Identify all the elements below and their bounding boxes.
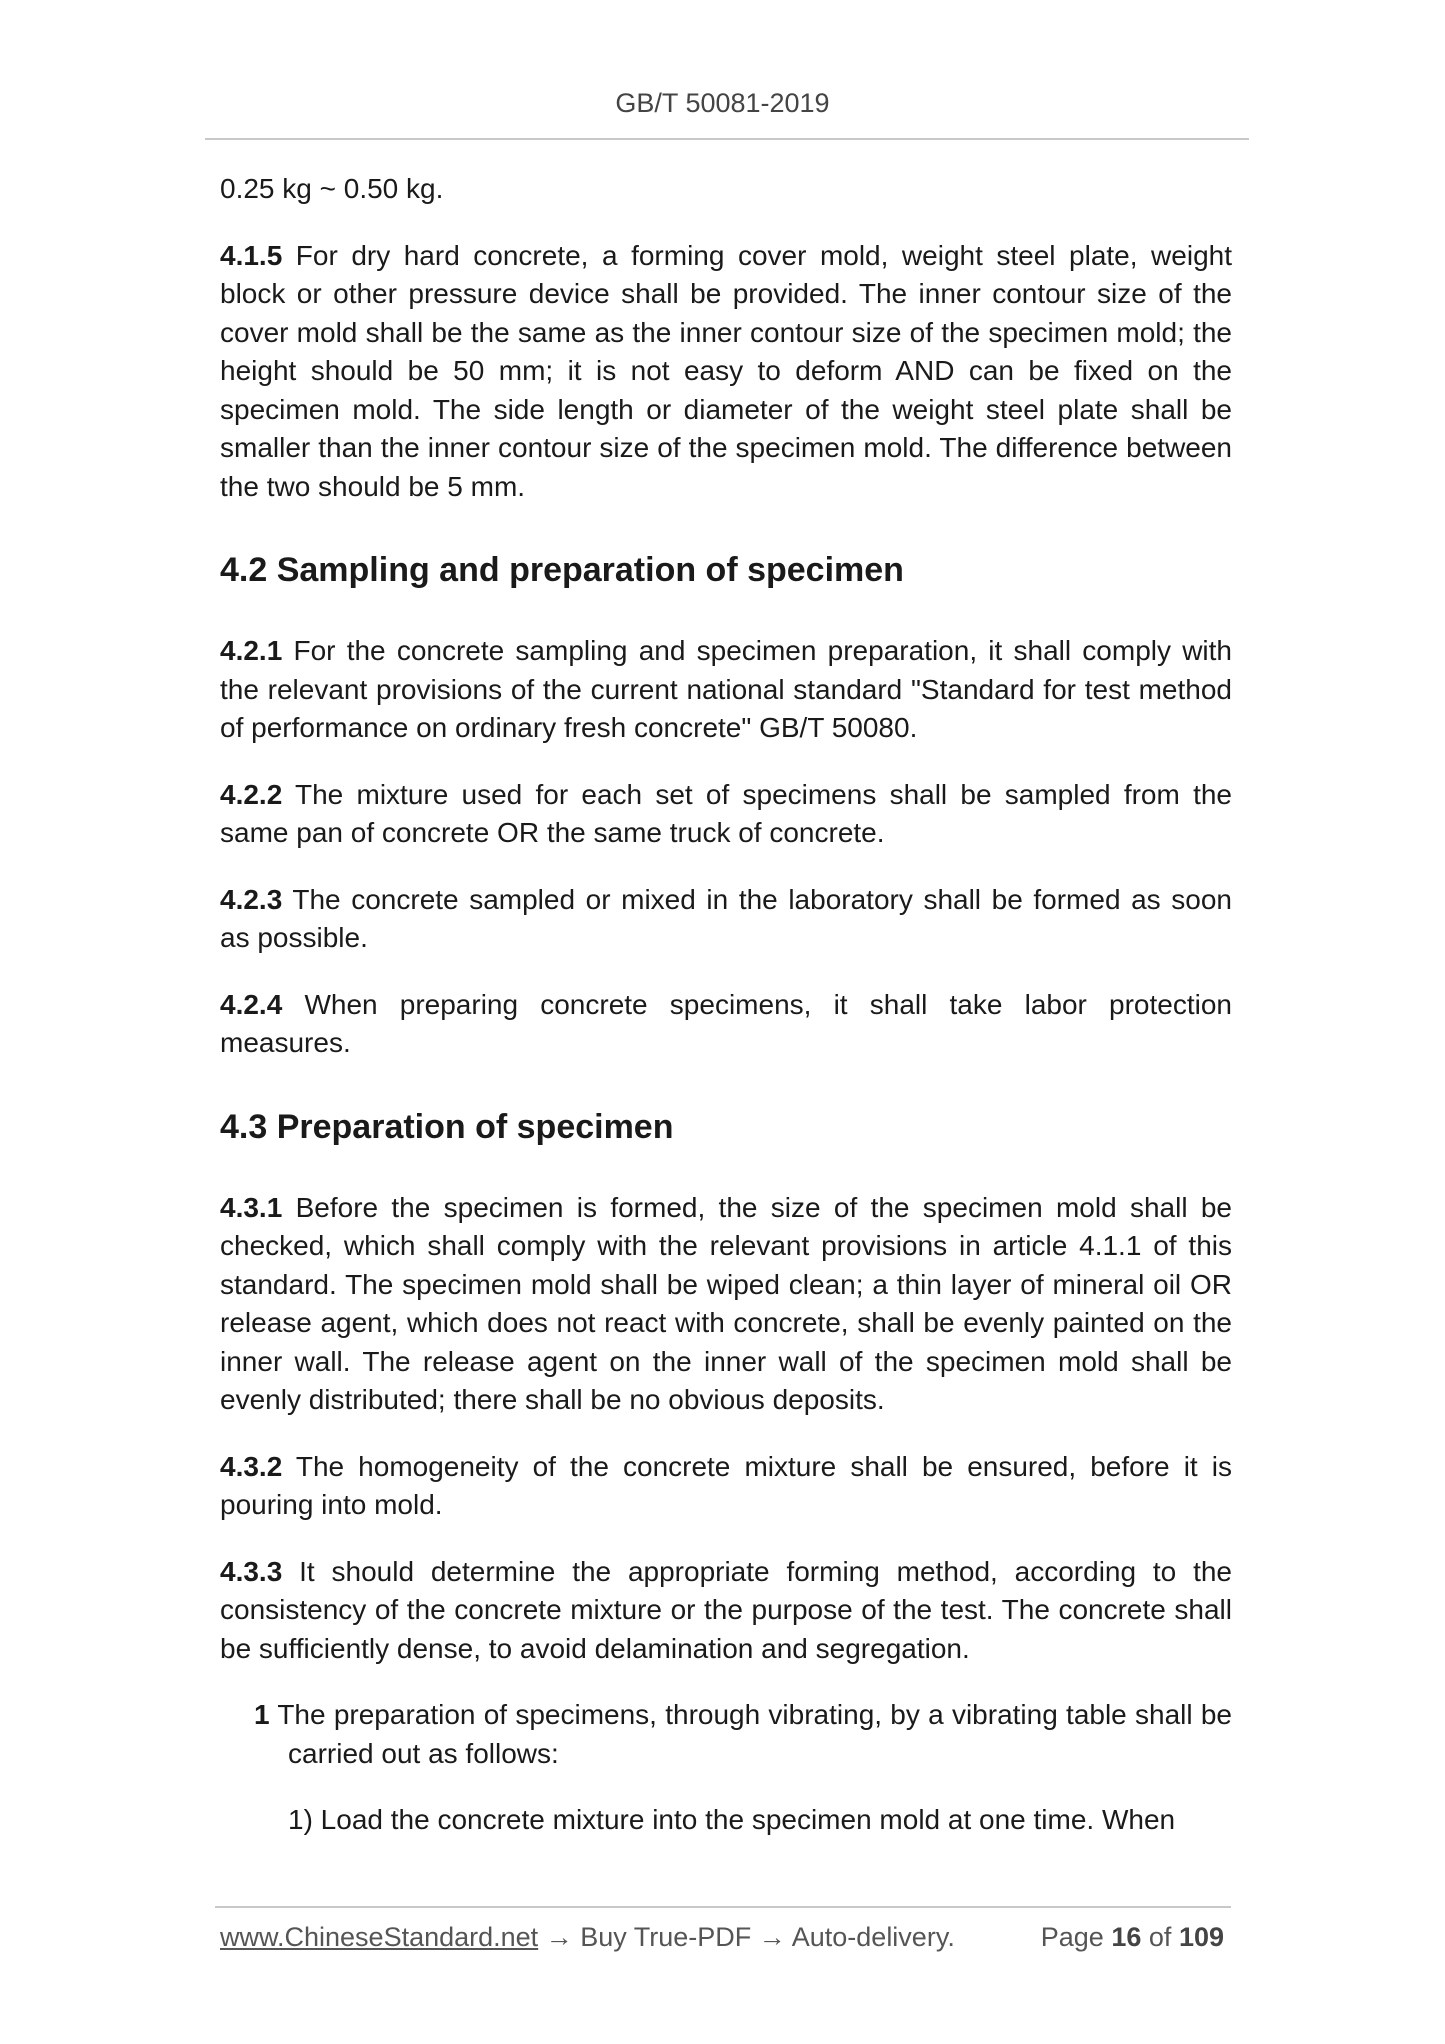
website-link[interactable]: www.ChineseStandard.net (220, 1922, 539, 1952)
total-pages: 109 (1178, 1922, 1224, 1952)
of-label: of (1148, 1922, 1172, 1952)
clause-number: 4.3.3 (220, 1555, 283, 1587)
page-number-indicator (1041, 1922, 1224, 1953)
section-heading-4-2: 4.2 Sampling and preparation of specimen (220, 551, 904, 589)
page-footer (220, 1922, 1232, 1953)
clause-text: For the concrete sampling and specimen preparation, it shall comply with the relevant provisions of the current national standard "Standard for test method of performance on ordinary fresh concrete" GB/T 50080. (220, 635, 1232, 743)
section-heading-4-3: 4.3 Preparation of specimen (220, 1107, 674, 1146)
clause-text: The concrete sampled or mixed in the laboratory shall be formed as soon as possible. (220, 883, 1232, 953)
current-page: 16 (1111, 1922, 1142, 1952)
clause-number: 4.2.3 (220, 883, 283, 915)
clause-4-1-5 (220, 237, 1232, 507)
doc-id: GB/T 50081-2019 (615, 88, 830, 118)
clause-4-3-3 (220, 1553, 1232, 1669)
clause-number: 4.2.4 (220, 988, 283, 1020)
header-divider (205, 138, 1249, 140)
clause-number: 4.1.5 (220, 239, 283, 271)
footer-divider (215, 1906, 1231, 1908)
item-text: The preparation of specimens, through vibrating, by a vibrating table shall be carried out as follows: (269, 1699, 1232, 1769)
clause-text: It should determine the appropriate forming method, according to the consistency of the concrete mixture or the purpose of the test. The concrete shall be sufficiently dense, to avoid delamination and segregation. (220, 1555, 1232, 1664)
clause-number: 4.2.1 (220, 635, 283, 666)
clause-text: For dry hard concrete, a forming cover mold, weight steel plate, weight block or other pressure device shall be provided. The inner contour size of the cover mold shall be the same as the inner contour size of the specimen mold; the height should be 50 mm; it is not easy to deform AND can be fixed on the specimen mold. The side length or diameter of the weight steel plate shall be smaller than the inner contour size of the specimen mold. The difference between the two should be 5 mm. (220, 239, 1232, 502)
clause-4-3-2 (220, 1448, 1232, 1525)
item-number: 1 (254, 1699, 270, 1730)
document-body (220, 170, 1232, 1868)
clause-number: 4.3.1 (220, 1191, 283, 1223)
clause-number: 4.2.2 (220, 778, 283, 810)
list-item-1 (254, 1696, 1232, 1773)
clause-text: The homogeneity of the concrete mixture shall be ensured, before it is pouring into mold. (220, 1450, 1232, 1520)
sub-list-item-1: 1) Load the concrete mixture into the specimen mold at one time. When (288, 1804, 1176, 1835)
clause-text: Before the specimen is formed, the size of the specimen mold shall be checked, which shall comply with the relevant provisions in article 4.1.1 of this standard. The specimen mold shall be wiped clean; a thin layer of mineral oil OR release agent, which does not react with concrete, shall be evenly painted on the inner wall. The release agent on the inner wall of the specimen mold shall be evenly distributed; there shall be no obvious deposits. (220, 1191, 1232, 1415)
paragraph-continuation: 0.25 kg ~ 0.50 kg. (220, 173, 444, 204)
clause-4-2-1 (220, 632, 1232, 748)
clause-4-2-3 (220, 881, 1232, 958)
clause-text: The mixture used for each set of specimens shall be sampled from the same pan of concrete OR the same truck of concrete. (220, 778, 1232, 848)
clause-4-2-2 (220, 776, 1232, 853)
footer-tagline: → Buy True-PDF → Auto-delivery. (538, 1922, 955, 1952)
clause-4-3-1 (220, 1189, 1232, 1420)
page-label: Page (1040, 1922, 1104, 1952)
clause-4-2-4 (220, 986, 1232, 1063)
clause-number: 4.3.2 (220, 1450, 283, 1482)
clause-text: When preparing concrete specimens, it shall take labor protection measures. (220, 988, 1232, 1058)
page-header (0, 88, 1445, 119)
